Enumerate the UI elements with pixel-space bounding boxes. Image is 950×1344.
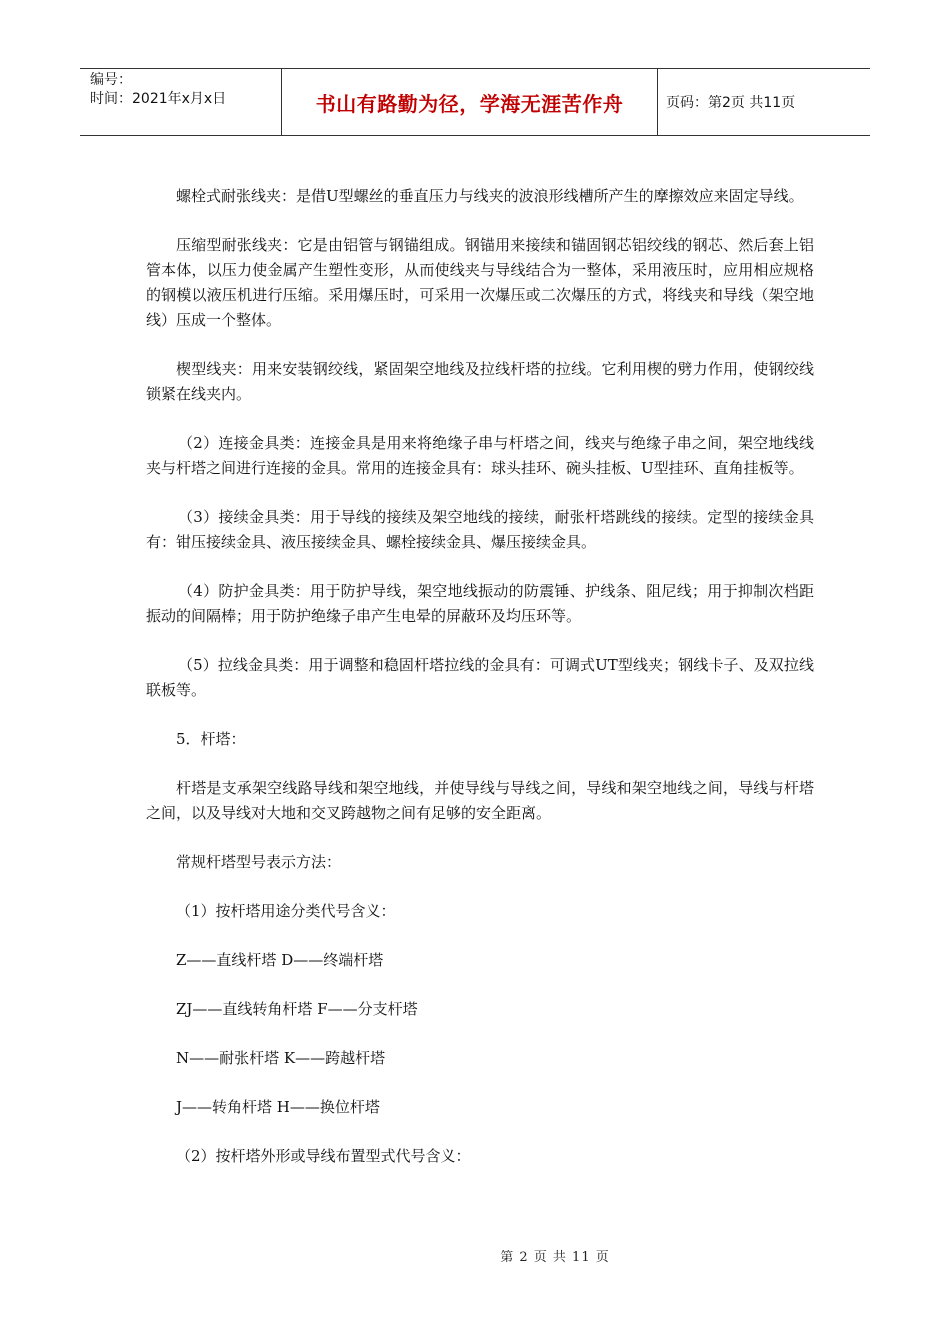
page-header <box>80 68 870 136</box>
code-line: Z——直线杆塔 D——终端杆塔 <box>176 951 384 969</box>
header-motto-cell <box>282 69 658 135</box>
section-title: 5．杆塔： <box>176 730 246 748</box>
document-number: 编号： <box>90 72 132 88</box>
paragraph: （5）拉线金具类：用于调整和稳固杆塔拉线的金具有：可调式UT型线夹；钢线卡子、及双拉线联板等。 <box>146 656 814 699</box>
subheading: （1）按杆塔用途分类代号含义： <box>176 902 396 920</box>
header-motto: 书山有路勤为径，学海无涯苦作舟 <box>315 91 624 116</box>
document-date: 时间：2021年x月x日 <box>90 91 227 107</box>
code-line: ZJ——直线转角杆塔 F——分支杆塔 <box>176 1000 418 1018</box>
header-meta <box>80 69 282 135</box>
paragraph: 楔型线夹：用来安装钢绞线，紧固架空地线及拉线杆塔的拉线。它利用楔的劈力作用，使钢绞线锁紧在线夹内。 <box>146 360 814 403</box>
document-body <box>146 184 814 1193</box>
header-page-info: 页码：第2页 共11页 <box>666 95 796 111</box>
paragraph: （3）接续金具类：用于导线的接续及架空地线的接续，耐张杆塔跳线的接续。定型的接续金具有：钳压接续金具、液压接续金具、螺栓接续金具、爆压接续金具。 <box>146 508 814 551</box>
paragraph: 压缩型耐张线夹：它是由铝管与钢锚组成。钢锚用来接续和锚固钢芯铝绞线的钢芯、然后套上铝管本体，以压力使金属产生塑性变形，从而使线夹与导线结合为一整体，采用液压时，应用相应规格的钢模以液压机进行压缩。采用爆压时，可采用一次爆压或二次爆压的方式，将线夹和导线（架空地线）压成一个整体。 <box>146 236 814 329</box>
paragraph: 杆塔是支承架空线路导线和架空地线，并使导线与导线之间，导线和架空地线之间，导线与杆塔之间，以及导线对大地和交叉跨越物之间有足够的安全距离。 <box>146 779 814 822</box>
page-footer: 第 2 页 共 11 页 <box>500 1250 610 1265</box>
subheading: （2）按杆塔外形或导线布置型式代号含义： <box>176 1147 471 1165</box>
paragraph: （4）防护金具类：用于防护导线，架空地线振动的防震锤、护线条、阻尼线；用于抑制次档距振动的间隔棒；用于防护绝缘子串产生电晕的屏蔽环及均压环等。 <box>146 582 814 625</box>
paragraph: （2）连接金具类：连接金具是用来将绝缘子串与杆塔之间，线夹与绝缘子串之间，架空地线线夹与杆塔之间进行连接的金具。常用的连接金具有：球头挂环、碗头挂板、U型挂环、直角挂板等。 <box>146 434 814 477</box>
paragraph: 螺栓式耐张线夹：是借U型螺丝的垂直压力与线夹的波浪形线槽所产生的摩擦效应来固定导线。 <box>176 187 804 205</box>
subheading: 常规杆塔型号表示方法： <box>176 853 342 871</box>
code-line: N——耐张杆塔 K——跨越杆塔 <box>176 1049 386 1067</box>
code-line: J——转角杆塔 H——换位杆塔 <box>176 1098 380 1116</box>
